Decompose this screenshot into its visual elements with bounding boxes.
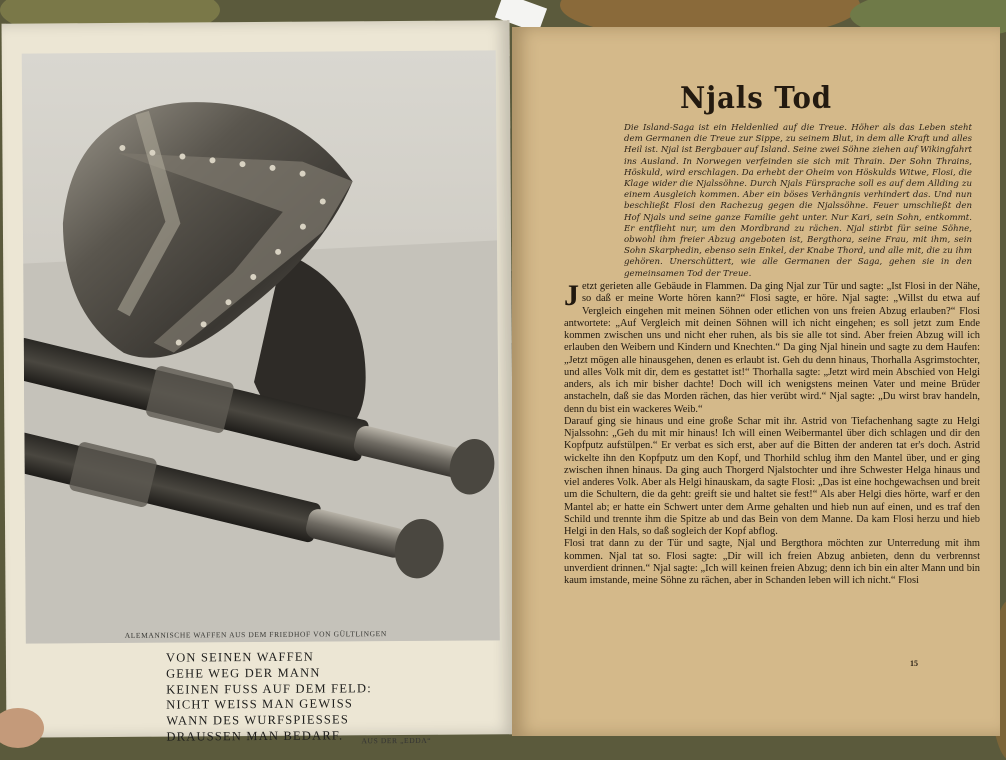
left-page [2,20,515,746]
chapter-intro: Die Island-Saga ist ein Heldenlied auf die Treue. Höher als das Leben steht dem Germanen die Treue zur Sippe, zu seinem Blut, in dem alle Kraft und alles Heil ist. Njal ist Bergbauer auf Island. Seine zwei Söhne ziehen auf Wikingfahrt ins Ausland. In Norwegen verfeinden sie sich mit Thrain. Der Sohn Thrains, Höskuld, wird erschlagen. Da erhebt der Oheim von Höskulds Witwe, Flosi, die Klage wider die Njalssöhne. Durch Njals Fürsprache soll es auf dem Allding zu einem Ausgleich kommen. Aber ein böses Verhängnis verhindert das. Und nun beschließt Flosi den Rachezug gegen die Njalssöhne. Feuer umschließt den Hof Njals und seine ganze Familie geht unter. Nur Kari, sein Sohn, entkommt. Er entflieht nur, um den Mordbrand zu rächen. Njal stirbt für seine Söhne, obwohl ihm freier Abzug angeboten ist, Bergthora, seine Frau, mit ihm, sein Sohn Skarphedin, ebenso sein Enkel, der Knabe Thord, und alle mit, die zu ihm gehören. Unerschüttert, wie alle Germanen der Saga, gehen sie in den gemeinsamen Tod der Treue. [624,123,972,279]
chapter-title: Njals Tod [679,81,833,116]
body-paragraph: Jetzt gerieten alle Gebäude in Flammen. Da ging Njal zur Tür und sagte: „Ist Flosi in der Nähe, so daß er meine Worte hören kann?“ Flosi sagte, er höre. Njal sagte: „Willst du etwa auf Vergleich eingehen mit meinen Söhnen oder etlichen von uns freien Abzug erlauben?“ Flosi antwortete: „Auf Vergleich mit deinen Söhnen will ich nicht eingehen; es soll jetzt zum Ende kommen zwischen uns und nicht eher ruhen, als bis sie alle tot sind. Aber freien Abzug will ich erlauben den Weibern und Kindern und Knechten.“ Da ging Njal hinein und sagte zu dem Haufen: „Jetzt mögen alle hinausgehen, denen es erlaubt ist. Geh du denn hinaus, Thorhalla Asgrimstochter, und alles Volk mit dir, dem es gestattet ist!“ Thorhalla sagte: „Jetzt wird mein Abschied von Helgi anders, als ich mir bisher dachte! Doch will ich wenigstens meinen Vater und meine Brüder anstacheln, daß sie das Morden rächen, das hier verübt wird.“ Njal sagte: „Du wirst brav handeln, denn du bist ein wackeres Weib.“ [564,279,980,415]
poem-line: VON SEINEN WAFFEN [165,649,314,665]
weapons-photo [22,50,500,643]
poem-line: DRAUSSEN MAN BEDARF. [166,728,344,744]
poem-line: NICHT WEISS MAN GEWISS [166,696,354,713]
poem-line: WANN DES WURFSPIESSES [166,712,350,728]
poem [166,648,487,745]
drop-cap: J [564,279,579,312]
photo-caption: ALEMANNISCHE WAFFEN AUS DEM FRIEDHOF VON GÜLTLINGEN [124,629,387,640]
page-number: 15 [910,659,918,668]
chapter-body [564,281,980,587]
right-page [512,27,1000,736]
poem-line: GEHE WEG DER MANN [166,665,321,681]
helmet-and-swords-illustration [22,50,500,643]
poem-line: KEINEN FUSS AUF DEM FELD: [166,680,372,697]
poem-source: AUS DER „EDDA“ [361,735,432,746]
body-paragraph: Flosi trat dann zu der Tür und sagte, Njal und Bergthora möchten zur Unterredung mit ihm kommen. Njal tat so. Flosi sagte: „Dir will ich freien Abzug anbieten, denn du verbrennst unverdient drinnen.“ Njal sagte: „Ich will keinen freien Abzug; denn ich bin ein alter Mann und bin kaum imstande, meine Söhne zu rächen, aber in Schanden leben will ich nicht.“ Flosi [564,538,980,586]
thumb [0,708,44,748]
body-paragraph: Darauf ging sie hinaus und eine große Schar mit ihr. Astrid von Tiefachenhang sagte zu Helgi Njalssohn: „Geh du mit mir hinaus! Ich will einen Weibermantel über dich schlagen und dir den Kopfputz aufstülpen.“ Er verbat es sich erst, aber auf die Bitten der anderen tat er's doch. Astrid wickelte ihn den Kopfputz um den Kopf, und Thorhild schlug ihm den Mantel über, und er ging zwischen ihnen hinaus. Da ging auch Thorgerd Njalstochter und ihre Schwester Helga hinaus und viel anderes Volk. Aber als Helgi hinauskam, da sagte Flosi: „Das ist eine hochgewachsen und breit um die Schultern, die da geht: greift sie und haltet sie fest!“ Als aber Helgi dies hörte, warf er den Mantel ab; er hatte ein Schwert unter dem Arme gehalten und hieb nun auf einen, und es traf den Schild und trennte ihm die Spitze ab und das Bein von dem Manne. Da kam Flosi herzu und hieb Helgi in den Hals, so daß sogleich der Kopf abflog. [564,415,980,537]
